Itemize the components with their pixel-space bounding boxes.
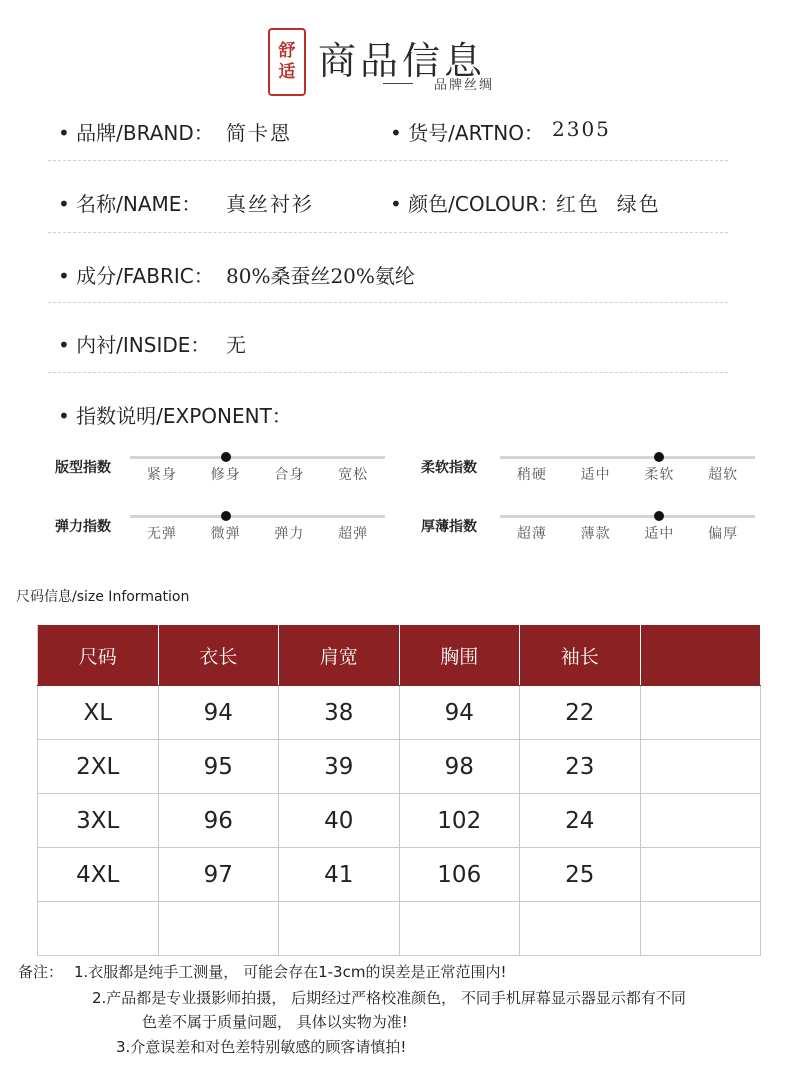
empty-cell bbox=[640, 794, 761, 848]
size-cell: 2XL bbox=[38, 740, 159, 794]
size-cell: 3XL bbox=[38, 794, 159, 848]
note-line-2-continued: 色差不属于质量问题， 具体以实物为准! bbox=[142, 1013, 408, 1031]
index-label: 厚薄指数 bbox=[421, 519, 477, 535]
index-label: 弹力指数 bbox=[55, 519, 111, 535]
empty-cell bbox=[520, 902, 641, 956]
bullet-icon: • bbox=[58, 121, 70, 145]
chest-cell: 106 bbox=[399, 848, 520, 902]
shoulder-cell: 41 bbox=[279, 848, 400, 902]
index-option: 无弹 bbox=[146, 526, 177, 542]
subtitle-divider bbox=[383, 83, 413, 84]
empty-cell bbox=[399, 902, 520, 956]
note-line-2: 2.产品都是专业摄影师拍摄， 后期经过严格校准颜色， 不同手机屏幕显示器显示都有不同 bbox=[92, 989, 686, 1007]
bullet-icon: • bbox=[58, 404, 70, 428]
index-option: 合身 bbox=[274, 467, 305, 483]
page-subtitle: 品牌丝绸 bbox=[434, 78, 495, 93]
index-label: 柔软指数 bbox=[421, 460, 477, 476]
index-option: 修身 bbox=[210, 467, 241, 483]
header-cell: 尺码 bbox=[38, 625, 159, 686]
sleeve-cell: 22 bbox=[520, 686, 641, 740]
sleeve-cell: 24 bbox=[520, 794, 641, 848]
index-option: 超薄 bbox=[516, 526, 547, 542]
size-section-title: 尺码信息/size Information bbox=[16, 589, 190, 605]
empty-cell bbox=[640, 902, 761, 956]
index-track bbox=[130, 456, 385, 459]
fabric-row bbox=[58, 260, 214, 289]
notes-label: 备注： bbox=[18, 963, 64, 981]
brand-label: 品牌/BRAND： bbox=[76, 121, 214, 145]
artno-row bbox=[390, 117, 544, 146]
table-row bbox=[38, 686, 761, 740]
fabric-value: 80%桑蚕丝20%氨纶 bbox=[226, 264, 415, 288]
exponent-label: 指数说明/EXPONENT： bbox=[76, 404, 292, 428]
seal-char-1: 舒 bbox=[278, 41, 296, 61]
seal-char-2: 适 bbox=[278, 62, 296, 82]
index-option: 微弹 bbox=[210, 526, 241, 542]
note-line-1: 1.衣服都是纯手工测量， 可能会存在1-3cm的误差是正常范围内! bbox=[74, 963, 507, 981]
size-table bbox=[37, 624, 761, 956]
table-row bbox=[38, 848, 761, 902]
chest-cell: 94 bbox=[399, 686, 520, 740]
index-track bbox=[500, 515, 755, 518]
note-line-3: 3.介意误差和对色差特别敏感的顾客请慎拍! bbox=[116, 1038, 407, 1056]
divider bbox=[48, 232, 728, 233]
shoulder-cell: 39 bbox=[279, 740, 400, 794]
index-label: 版型指数 bbox=[55, 460, 111, 476]
index-option: 适中 bbox=[580, 467, 611, 483]
length-cell: 95 bbox=[158, 740, 279, 794]
empty-cell bbox=[158, 902, 279, 956]
bullet-icon: • bbox=[390, 192, 402, 216]
index-option: 弹力 bbox=[274, 526, 305, 542]
name-value: 真丝衬衫 bbox=[226, 192, 314, 216]
shoulder-cell: 38 bbox=[279, 686, 400, 740]
exponent-row bbox=[58, 400, 292, 429]
bullet-icon: • bbox=[58, 192, 70, 216]
table-row bbox=[38, 794, 761, 848]
index-option: 宽松 bbox=[338, 467, 369, 483]
size-cell: 4XL bbox=[38, 848, 159, 902]
colour-value: 红色 绿色 bbox=[556, 192, 661, 216]
index-marker bbox=[654, 452, 664, 462]
sleeve-cell: 23 bbox=[520, 740, 641, 794]
brand-value: 简卡恩 bbox=[226, 121, 292, 145]
table-row bbox=[38, 740, 761, 794]
fabric-label: 成分/FABRIC： bbox=[76, 264, 214, 288]
shoulder-cell: 40 bbox=[279, 794, 400, 848]
empty-cell bbox=[640, 740, 761, 794]
brand-seal-logo bbox=[268, 28, 306, 96]
colour-row bbox=[390, 188, 559, 217]
header-cell: 胸围 bbox=[399, 625, 520, 686]
index-option: 紧身 bbox=[146, 467, 177, 483]
colour-label: 颜色/COLOUR： bbox=[408, 192, 560, 216]
index-track bbox=[500, 456, 755, 459]
header-cell: 袖长 bbox=[520, 625, 641, 686]
bullet-icon: • bbox=[58, 333, 70, 357]
table-row bbox=[38, 902, 761, 956]
brand-row bbox=[58, 117, 214, 146]
index-option: 稍硬 bbox=[516, 467, 547, 483]
inside-label: 内衬/INSIDE： bbox=[76, 333, 211, 357]
index-marker bbox=[654, 511, 664, 521]
size-cell: XL bbox=[38, 686, 159, 740]
index-track bbox=[130, 515, 385, 518]
artno-value: 2305 bbox=[552, 117, 611, 141]
length-cell: 94 bbox=[158, 686, 279, 740]
divider bbox=[48, 372, 728, 373]
sleeve-cell: 25 bbox=[520, 848, 641, 902]
index-marker bbox=[221, 452, 231, 462]
index-option: 薄款 bbox=[580, 526, 611, 542]
header-cell: 肩宽 bbox=[279, 625, 400, 686]
index-marker bbox=[221, 511, 231, 521]
index-option: 柔软 bbox=[644, 467, 675, 483]
empty-cell bbox=[279, 902, 400, 956]
empty-cell bbox=[640, 686, 761, 740]
index-option: 偏厚 bbox=[708, 526, 739, 542]
inside-value: 无 bbox=[226, 333, 248, 357]
divider bbox=[48, 160, 728, 161]
chest-cell: 98 bbox=[399, 740, 520, 794]
length-cell: 97 bbox=[158, 848, 279, 902]
artno-label: 货号/ARTNO： bbox=[408, 121, 544, 145]
page-title: 商品信息 bbox=[318, 39, 487, 83]
inside-row bbox=[58, 329, 210, 358]
length-cell: 96 bbox=[158, 794, 279, 848]
size-table-header-row bbox=[38, 625, 761, 686]
empty-cell bbox=[640, 848, 761, 902]
bullet-icon: • bbox=[58, 264, 70, 288]
index-option: 超弹 bbox=[338, 526, 369, 542]
name-row bbox=[58, 188, 201, 217]
chest-cell: 102 bbox=[399, 794, 520, 848]
header-cell: 衣长 bbox=[158, 625, 279, 686]
header-cell bbox=[640, 625, 761, 686]
index-option: 超软 bbox=[708, 467, 739, 483]
divider bbox=[48, 302, 728, 303]
bullet-icon: • bbox=[390, 121, 402, 145]
name-label: 名称/NAME： bbox=[76, 192, 202, 216]
index-option: 适中 bbox=[644, 526, 675, 542]
empty-cell bbox=[38, 902, 159, 956]
